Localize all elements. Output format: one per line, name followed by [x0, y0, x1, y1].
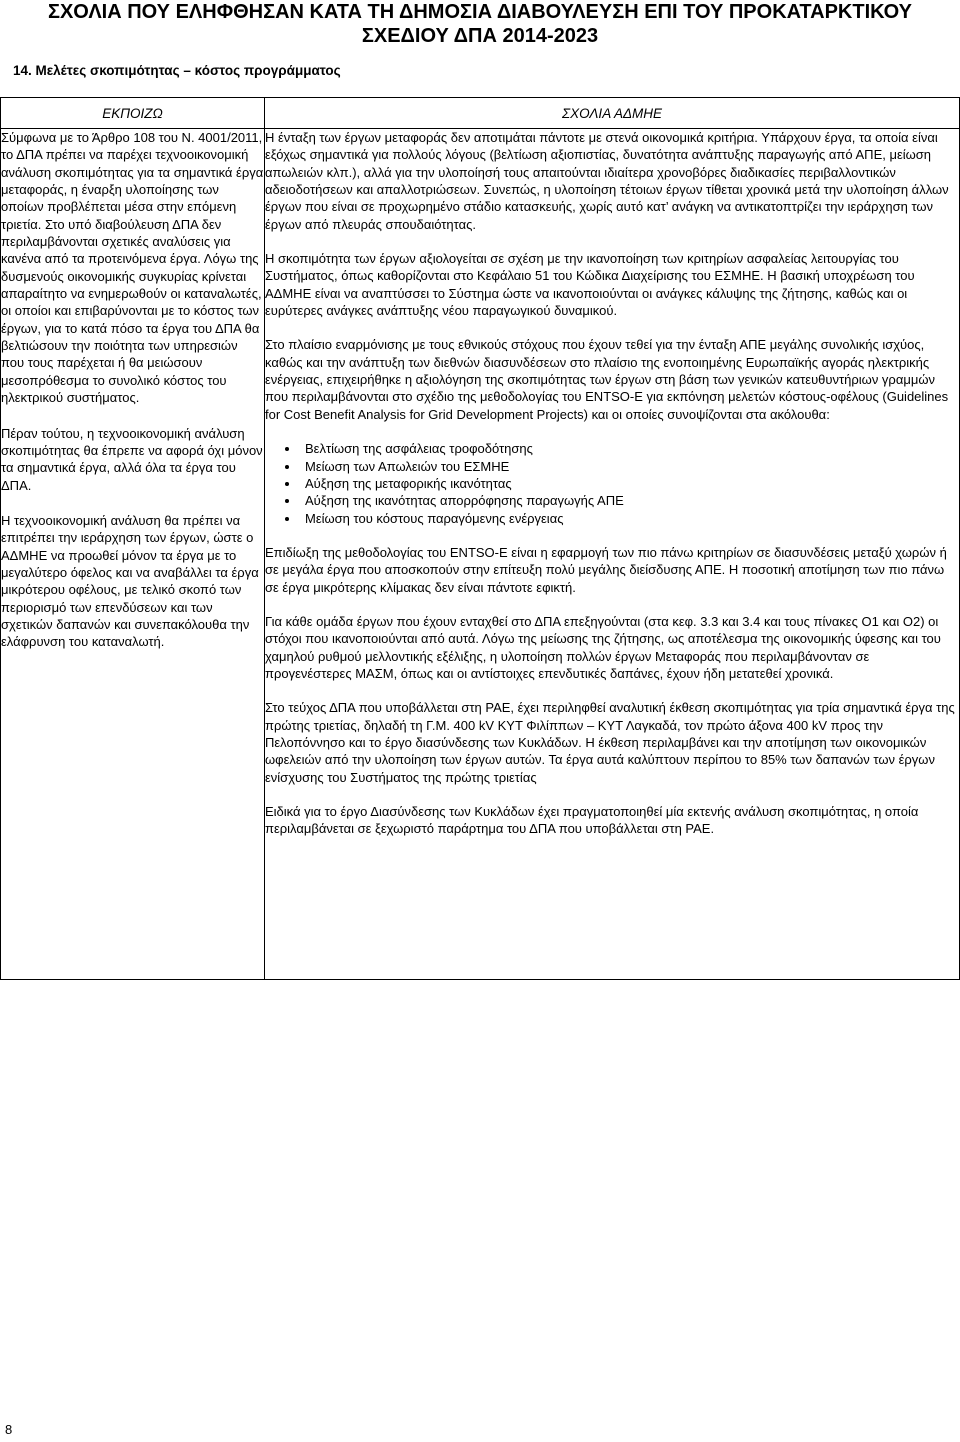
response-paragraph: Στο τεύχος ΔΠΑ που υποβάλλεται στη ΡΑΕ, έχει περιληφθεί αναλυτική έκθεση σκοπιμότητας για τρία σημαντικά έργα της πρώτης τριετίας, δηλαδή τη Γ.Μ. 400 kV ΚΥΤ Φιλίππων – ΚΥΤ Λαγκαδά, τον πρώτο άξονα 400 kV προς την Πελοπόννησο και το έργο διασύνδεσης των Κυκλάδων. Η έκθεση περιλαμβάνει και την αποτίμηση των οικονομικών ωφελειών από την υλοποίηση των έργων αυτών. Τα έργα αυτά καλύπτουν περίπου το 85% των δαπανών των έργων ενίσχυσης του Συστήματος της πρώτης τριετίας — [265, 700, 955, 785]
response-paragraph: Ειδικά για το έργο Διασύνδεσης των Κυκλάδων έχει πραγματοποιηθεί μία εκτενής ανάλυση σκοπιμότητας, η οποία περιλαμβάνεται σε ξεχωριστό παράρτημα του ΔΠΑ που υποβάλλεται στη ΡΑΕ. — [265, 804, 919, 837]
comment-paragraph: Σύμφωνα με το Άρθρο 108 του Ν. 4001/2011, το ΔΠΑ πρέπει να παρέχει τεχνοοικονομική ανάλυση σκοπιμότητας για τα σημαντικά έργα μεταφοράς, η έναρξη υλοποίησης των οποίων προβλέπεται μέσα στην επόμενη τριετία. Στο υπό διαβούλευση ΔΠΑ δεν περιλαμβάνονται σχετικές αναλύσεις για κανένα από τα προτεινόμενα έργα. Λόγω της δυσμενούς οικονομικής συγκυρίας κρίνεται απαραίτητο να ενημερωθούν οι καταναλωτές, οι οποίοι και επιβαρύνονται με το κόστος των έργων, για το κατά πόσο τα έργα του ΔΠΑ θα βελτιώσουν την ποιότητα των υπηρεσιών που τους παρέχεται ή θα μειώσουν μεσοπρόθεσμα το συνολικό κόστος του ηλεκτρικού συστήματος. — [1, 130, 264, 406]
table-row — [1, 129, 960, 980]
criteria-list — [265, 440, 959, 527]
list-item: • Μείωση του κόστους παραγόμενης ενέργειας — [300, 510, 959, 527]
comment-paragraph: Η τεχνοοικονομική ανάλυση θα πρέπει να επιτρέπει την ιεράρχηση των έργων, ώστε ο ΑΔΜΗΕ να προωθεί μόνον τα έργα με το μεγαλύτερο όφελος και να αναβάλλει τα έργα μικρότερου οφέλους, με τελικό σκοπό των περιορισμό των επενδύσεων και των σχετικών δαπανών και συνεπακόλουθα την ελάφρυνση του καταναλωτή. — [1, 512, 259, 650]
table-header-row — [1, 98, 960, 129]
document-title-line-1: ΣΧΟΛΙΑ ΠΟΥ ΕΛΗΦΘΗΣΑΝ ΚΑΤΑ ΤΗ ΔΗΜΟΣΙΑ ΔΙΑΒΟΥΛΕΥΣΗ ΕΠΙ ΤΟΥ ΠΡΟΚΑΤΑΡΚΤΙΚΟΥ — [47, 1, 913, 23]
document-title — [0, 0, 960, 48]
response-paragraph: Στο πλαίσιο εναρμόνισης με τους εθνικούς στόχους που έχουν τεθεί για την ένταξη ΑΠΕ μεγάλης συνολικής ισχύος, καθώς και την ανάπτυξη των διεθνών διασυνδέσεων στο πλαίσιο της ενοποιημένης Ευρωπαϊκής αγοράς ηλεκτρικής ενέργειας, επιχειρήθηκε η αξιολόγηση της σκοπιμότητας των έργων στη βάση των γενικών κατευθυντήριων γραμμών που περιλαμβάνονται στο σχέδιο της μεθοδολογίας του ENTSO-E για εκπόνηση μελετών κόστους-οφέλους (Guidelines for Cost Benefit Analysis for Grid Development Projects) και οι οποίες συνοψίζονται στα ακόλουθα: — [265, 337, 949, 422]
list-item: • Αύξηση της ικανότητας απορρόφησης παραγωγής ΑΠΕ — [300, 492, 959, 509]
list-item: • Αύξηση της μεταφορικής ικανότητας — [300, 475, 959, 492]
comment-cell — [1, 129, 265, 980]
document-title-line-2: ΣΧΕΔΙΟΥ ΔΠΑ 2014-2023 — [361, 25, 599, 47]
section-heading: 14. Μελέτες σκοπιμότητας – κόστος προγράμματος — [13, 63, 341, 78]
comment-paragraph: Πέραν τούτου, η τεχνοοικονομική ανάλυση σκοπιμότητας θα έπρεπε να αφορά όχι μόνον τα σημαντικά έργα, αλλά όλα τα έργα του ΔΠΑ. — [1, 425, 263, 493]
response-paragraph: Για κάθε ομάδα έργων που έχουν ενταχθεί στο ΔΠΑ επεξηγούνται (στα κεφ. 3.3 και 3.4 και τους πίνακες Ο1 και Ο2) οι στόχοι που ικανοποιούνται από αυτά. Λόγω της μείωσης της ζήτησης, ως αποτέλεσμα της οικονομικής ύφεσης και του χαμηλού ρυθμού μελλοντικής εξέλιξης, η υλοποίηση πολλών έργων Μεταφοράς που περιλαμβάνονταν σε προγενέστερες ΜΑΣΜ, όπως και οι αντίστοιχες επενδυτικές δαπάνες, έχουν ήδη μετατεθεί χρονικά. — [265, 613, 941, 681]
page-number: 8 — [5, 1422, 13, 1437]
list-item: • Μείωση των Απωλειών του ΕΣΜΗΕ — [300, 458, 959, 475]
response-paragraph: Η σκοπιμότητα των έργων αξιολογείται σε σχέση με την ικανοποίηση των κριτηρίων ασφαλείας λειτουργίας του Συστήματος, όπως καθορίζονται στο Κεφάλαιο 51 του Κώδικα Διαχείρισης του ΕΣΜΗΕ. Η βασική υποχρέωση του ΑΔΜΗΕ είναι να αναπτύσσει το Σύστημα ώστε να ικανοποιούνται οι ανάγκες κάλυψης της ζήτησης, καθώς και οι ευρύτερες ανάγκες ανάπτυξης νέου παραγωγικού δυναμικού. — [265, 251, 915, 319]
comments-table — [0, 97, 960, 980]
list-item: • Βελτίωση της ασφάλειας τροφοδότησης — [300, 440, 959, 457]
header-right: ΣΧΟΛΙΑ ΑΔΜΗΕ — [265, 98, 960, 129]
response-paragraph: Η ένταξη των έργων μεταφοράς δεν αποτιμάται πάντοτε με στενά οικονομικά κριτήρια. Υπάρχουν έργα, τα οποία είναι εξόχως σημαντικά για πολλούς λόγους (βελτίωση αξιοπιστίας, δυνατότητα ανάπτυξης παραγωγής από ΑΠΕ, μείωση απωλειών κλπ.), αλλά για την υλοποίησή τους απαιτούνται ιδιαίτερα χρονοβόρες διαδικασίες περιβαλλοντικών αδειοδοτήσεων και απαλλοτριώσεων. Συνεπώς, η υλοποίηση τέτοιων έργων τίθεται χρονικά μετά την υλοποίηση άλλων έργων που είναι σε προχωρημένο στάδιο κατασκευής, χωρίς αυτό κατ’ ανάγκη να αντικατοπτρίζει την ιεράρχηση των έργων από πλευράς σπουδαιότητας. — [265, 130, 949, 232]
header-left: ΕΚΠΟΙΖΩ — [1, 98, 265, 129]
response-paragraph: Επιδίωξη της μεθοδολογίας του ENTSO-E είναι η εφαρμογή των πιο πάνω κριτηρίων σε διασυνδέσεις μεταξύ χωρών ή σε μεγάλα έργα που αποσκοπούν στην επίτευξη πολύ μεγάλης διείσδυσης ΑΠΕ. Η ποσοτική αποτίμηση των πιο πάνω σε έργα μικρότερης κλίμακας δεν είναι πάντοτε εφικτή. — [265, 544, 947, 595]
response-cell — [265, 129, 960, 980]
